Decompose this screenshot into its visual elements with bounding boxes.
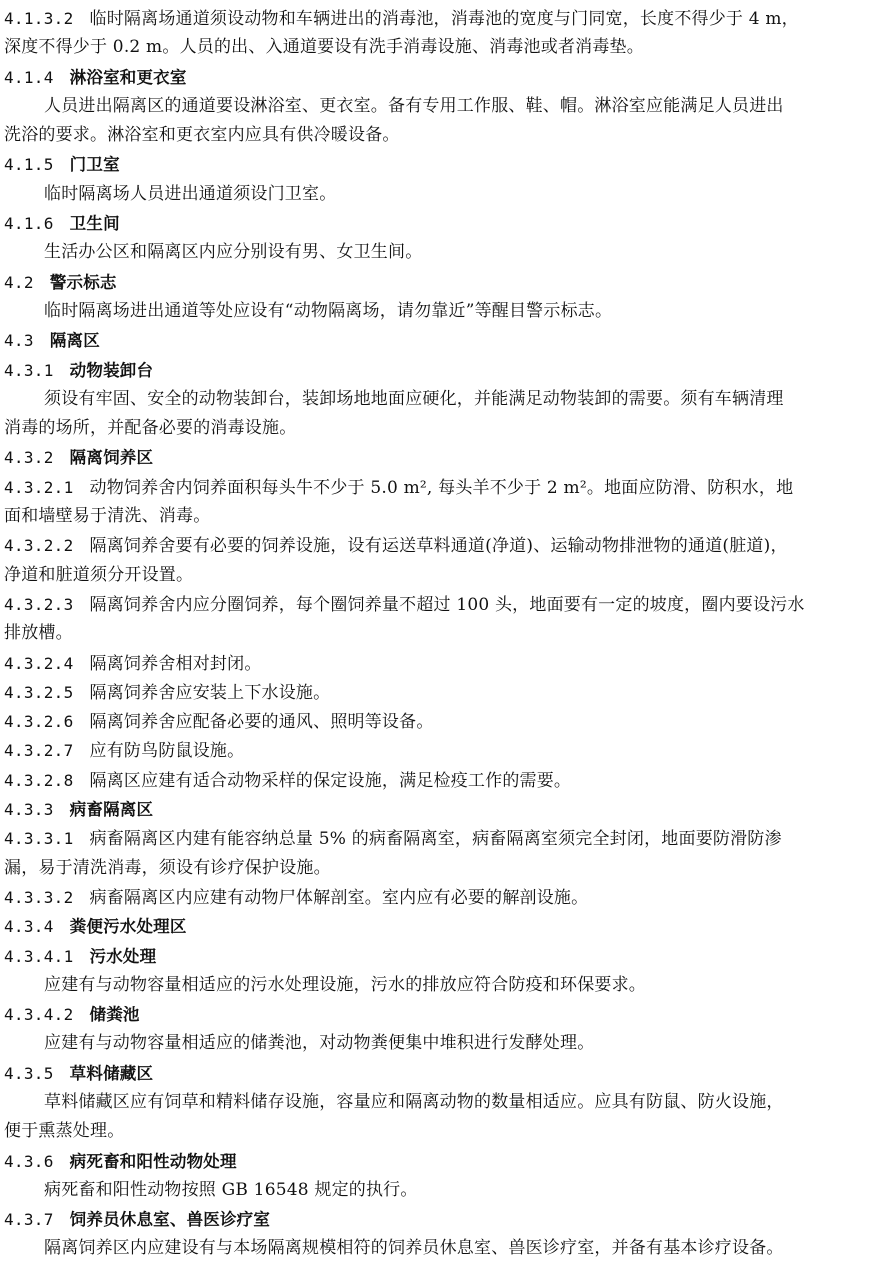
section-number: 4.3.2.8 — [4, 770, 74, 790]
section-number: 4.3.2 — [4, 448, 54, 468]
paragraph-line — [4, 238, 880, 267]
section-heading — [4, 795, 880, 824]
body-text: 须设有牢固、安全的动物装卸台，装卸场地地面应硬化，并能满足动物装卸的需要。须有车辆清理 — [44, 388, 784, 409]
body-text: 深度不得少于 0.2 m。人员的出、入通道要设有洗手消毒设施、消毒池或者消毒垫。 — [4, 37, 644, 58]
body-text: 病畜隔离区内应建有动物尸体解剖室。室内应有必要的解剖设施。 — [89, 887, 589, 908]
section-heading — [4, 326, 880, 355]
section-number: 4.2 — [4, 272, 34, 292]
body-text: 漏，易于清洗消毒，须设有诊疗保护设施。 — [4, 857, 331, 878]
section-heading — [4, 356, 880, 385]
paragraph-line — [4, 649, 880, 678]
paragraph-line — [4, 883, 880, 912]
section-number: 4.1.3.2 — [4, 9, 74, 28]
paragraph-line — [4, 1176, 880, 1205]
paragraph-line — [4, 678, 880, 707]
body-text: 草料储藏区应有饲草和精料储存设施，容量应和隔离动物的数量相适应。应具有防鼠、防火设施， — [44, 1091, 784, 1112]
paragraph-line — [4, 736, 880, 765]
body-text: 排放槽。 — [4, 623, 73, 644]
paragraph-line — [4, 180, 880, 209]
heading-text: 病死畜和阳性动物处理 — [69, 1151, 237, 1171]
body-text: 净道和脏道须分开设置。 — [4, 564, 194, 585]
section-number: 4.1.4 — [4, 67, 54, 87]
body-text: 应建有与动物容量相适应的储粪池，对动物粪便集中堆积进行发酵处理。 — [44, 1033, 595, 1054]
section-number: 4.1.6 — [4, 214, 54, 234]
paragraph-line — [4, 33, 880, 62]
heading-text: 隔离区 — [49, 331, 100, 351]
section-number: 4.3.2.4 — [4, 653, 74, 673]
section-number: 4.1.5 — [4, 155, 54, 175]
heading-text: 卫生间 — [69, 214, 120, 234]
heading-text: 污水处理 — [89, 946, 157, 966]
section-heading — [4, 63, 880, 92]
heading-text: 门卫室 — [69, 155, 120, 175]
section-heading — [4, 1000, 880, 1029]
section-number: 4.3.2.5 — [4, 682, 74, 702]
heading-text: 警示标志 — [49, 272, 117, 292]
section-number: 4.3.4 — [4, 917, 54, 937]
body-text: 生活办公区和隔离区内应分别设有男、女卫生间。 — [44, 242, 423, 263]
paragraph-line — [4, 561, 880, 590]
paragraph-line — [4, 707, 880, 736]
body-text: 病畜隔离区内建有能容纳总量 5% 的病畜隔离室，病畜隔离室须完全封闭，地面要防滑防渗 — [89, 829, 782, 850]
body-text: 隔离饲养舍应安装上下水设施。 — [89, 682, 331, 703]
section-number: 4.3.5 — [4, 1063, 54, 1083]
paragraph-line — [4, 385, 880, 414]
paragraph-line — [4, 619, 880, 648]
paragraph-line — [4, 1117, 880, 1146]
heading-text: 动物装卸台 — [69, 360, 154, 380]
body-text: 应有防鸟防鼠设施。 — [89, 741, 245, 762]
section-heading — [4, 150, 880, 179]
paragraph-line — [4, 502, 880, 531]
body-text: 隔离饲养区内应建设有与本场隔离规模相符的饲养员休息室、兽医诊疗室，并备有基本诊疗设备。 — [44, 1238, 784, 1259]
paragraph-line — [4, 1088, 880, 1117]
section-number: 4.3 — [4, 331, 34, 351]
section-heading — [4, 209, 880, 238]
section-number: 4.3.7 — [4, 1210, 54, 1230]
paragraph-line — [4, 1029, 880, 1058]
body-text: 面和墙壁易于清洗、消毒。 — [4, 506, 211, 527]
body-text: 洗浴的要求。淋浴室和更衣室内应具有供冷暖设备。 — [4, 125, 400, 146]
section-number: 4.3.2.7 — [4, 741, 74, 761]
heading-text: 淋浴室和更衣室 — [69, 67, 187, 87]
paragraph-line — [4, 854, 880, 883]
heading-text: 隔离饲养区 — [69, 448, 154, 468]
paragraph-line — [4, 473, 880, 502]
body-text: 隔离饲养舍要有必要的饲养设施，设有运送草料通道(净道)、运输动物排泄物的通道(脏道)， — [89, 536, 788, 557]
paragraph-line — [4, 297, 880, 326]
body-text: 动物饲养舍内饲养面积每头牛不少于 5.0 m², 每头羊不少于 2 m²。地面应防滑、防积水，地 — [89, 477, 794, 498]
body-text: 临时隔离场人员进出通道须设门卫室。 — [44, 183, 337, 204]
section-number: 4.3.6 — [4, 1151, 54, 1171]
paragraph-line — [4, 824, 880, 853]
body-text: 消毒的场所，并配备必要的消毒设施。 — [4, 418, 297, 439]
section-heading — [4, 1147, 880, 1176]
body-text: 隔离区应建有适合动物采样的保定设施，满足检疫工作的需要。 — [89, 770, 572, 791]
section-heading — [4, 1205, 880, 1234]
body-text: 便于熏蒸处理。 — [4, 1121, 125, 1142]
body-text: 隔离饲养舍应配备必要的通风、照明等设备。 — [89, 712, 434, 733]
document-page — [4, 4, 880, 1264]
body-text: 隔离饲养舍内应分圈饲养，每个圈饲养量不超过 100 头，地面要有一定的坡度，圈内要设污水 — [89, 594, 805, 615]
section-heading — [4, 1059, 880, 1088]
body-text: 人员进出隔离区的通道要设淋浴室、更衣室。备有专用工作服、鞋、帽。淋浴室应能满足人员进出 — [44, 95, 784, 116]
section-heading — [4, 443, 880, 472]
paragraph-line — [4, 121, 880, 150]
paragraph-line — [4, 971, 880, 1000]
section-number: 4.3.3 — [4, 800, 54, 820]
body-text: 临时隔离场进出通道等处应设有“动物隔离场，请勿靠近”等醒目警示标志。 — [44, 300, 613, 321]
paragraph-line — [4, 414, 880, 443]
paragraph-line — [4, 531, 880, 560]
section-number: 4.3.3.2 — [4, 887, 74, 907]
body-text: 应建有与动物容量相适应的污水处理设施，污水的排放应符合防疫和环保要求。 — [44, 974, 646, 995]
section-number: 4.3.1 — [4, 360, 54, 380]
section-number: 4.3.4.1 — [4, 946, 74, 966]
section-heading — [4, 942, 880, 971]
body-text: 隔离饲养舍相对封闭。 — [89, 653, 262, 674]
body-text: 临时隔离场通道须设动物和车辆进出的消毒池，消毒池的宽度与门同宽，长度不得少于 4 m， — [89, 9, 799, 29]
section-heading — [4, 912, 880, 941]
paragraph-line — [4, 4, 880, 33]
heading-text: 粪便污水处理区 — [69, 917, 187, 937]
heading-text: 病畜隔离区 — [69, 800, 154, 820]
body-text: 病死畜和阳性动物按照 GB 16548 规定的执行。 — [44, 1179, 418, 1200]
section-number: 4.3.2.3 — [4, 594, 74, 614]
section-number: 4.3.3.1 — [4, 829, 74, 849]
paragraph-line — [4, 92, 880, 121]
section-number: 4.3.2.6 — [4, 712, 74, 732]
section-heading — [4, 268, 880, 297]
heading-text: 储粪池 — [89, 1005, 140, 1025]
heading-text: 饲养员休息室、兽医诊疗室 — [69, 1210, 271, 1230]
heading-text: 草料储藏区 — [69, 1063, 154, 1083]
paragraph-line — [4, 766, 880, 795]
paragraph-line — [4, 590, 880, 619]
paragraph-line — [4, 1234, 880, 1263]
section-number: 4.3.4.2 — [4, 1005, 74, 1025]
section-number: 4.3.2.2 — [4, 536, 74, 556]
section-number: 4.3.2.1 — [4, 477, 74, 497]
